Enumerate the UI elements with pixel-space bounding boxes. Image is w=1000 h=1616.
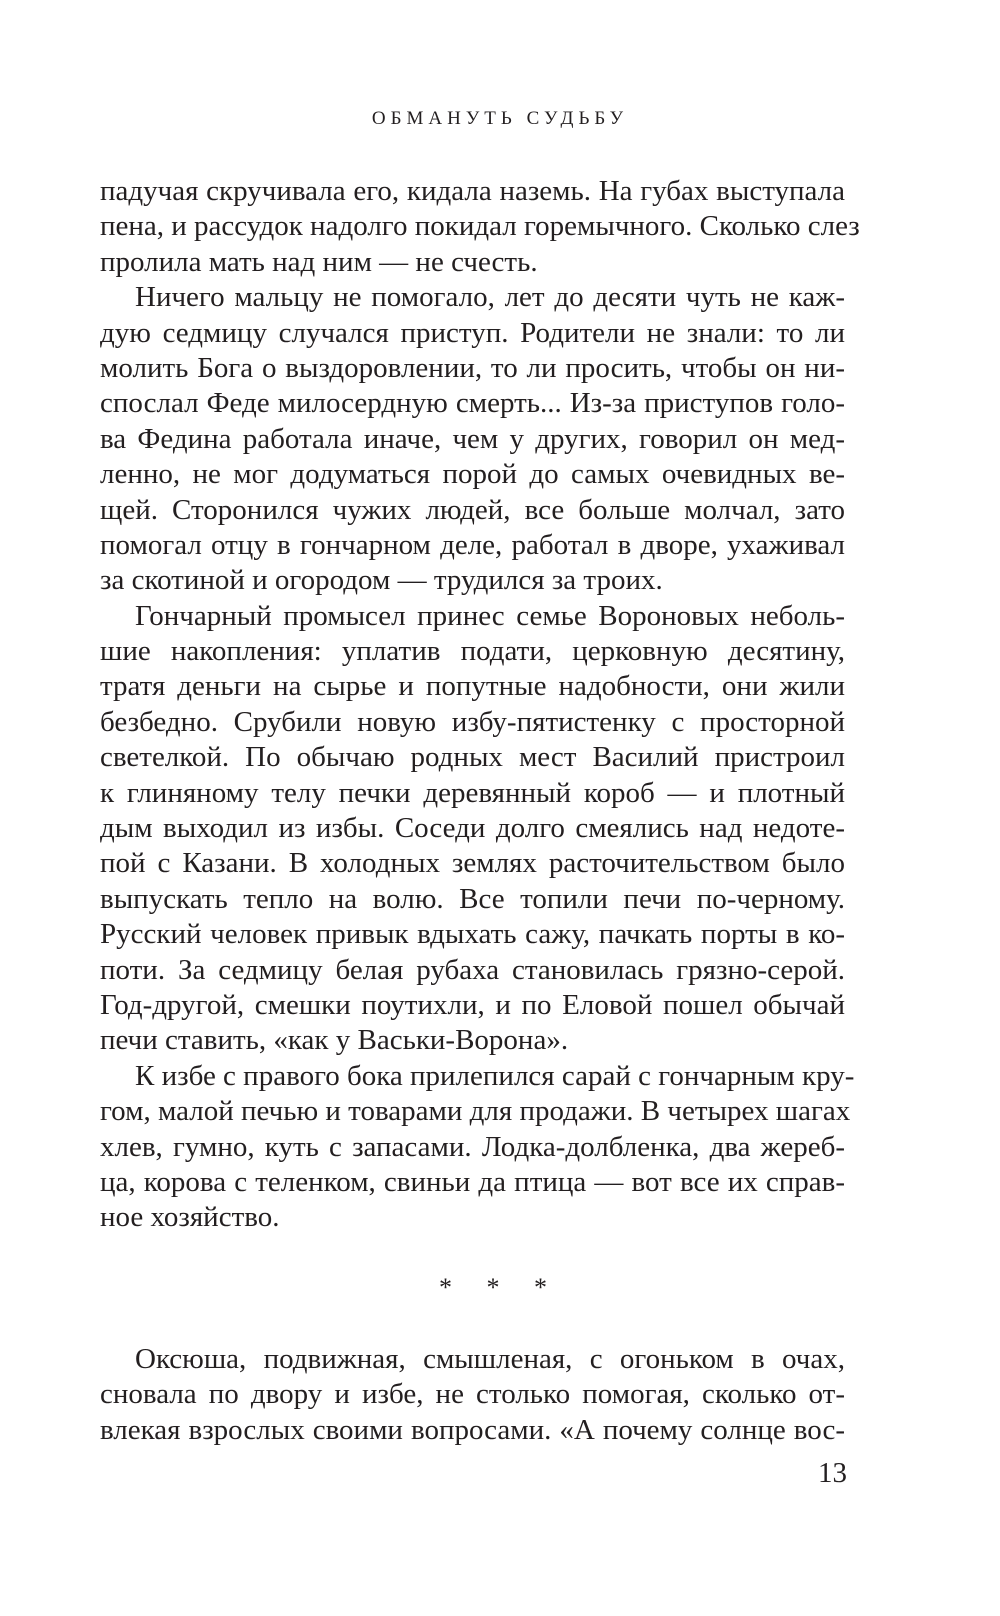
text-line: гом, малой печью и товарами для продажи. В четырех шагах xyxy=(100,1095,851,1128)
text-line: Гончарный промысел принес семье Вороновых неболь- xyxy=(135,599,845,632)
text-line: ленно, не мог додуматься порой до самых очевидных ве- xyxy=(100,458,845,491)
text-line: выпускать тепло на волю. Все топили печи по-черному. xyxy=(100,882,845,915)
text-line: пой с Казани. В холодных землях расточительством было xyxy=(100,847,845,880)
text-line: ца, корова с теленком, свиньи да птица — вот все их справ- xyxy=(100,1165,845,1198)
text-line: Оксюша, подвижная, смышленая, с огоньком в очах, xyxy=(135,1343,845,1375)
text-line: хлев, гумно, куть с запасами. Лодка-долбленка, два жереб- xyxy=(100,1130,845,1163)
text-line: К избе с правого бока прилепился сарай с гончарным кру- xyxy=(135,1059,855,1092)
text-line: поти. За седмицу белая рубаха становилась грязно-серой. xyxy=(100,953,845,986)
main-text-top xyxy=(100,174,860,1236)
text-line: тратя деньги на сырье и попутные надобности, они жили xyxy=(100,670,845,703)
text-line: щей. Сторонился чужих людей, все больше молчал, зато xyxy=(100,493,845,526)
text-line: дую седмицу случался приступ. Родители не знали: то ли xyxy=(100,316,845,349)
text-line: влекая взрослых своими вопросами. «А почему солнце вос- xyxy=(100,1413,845,1446)
text-line: ва Федина работала иначе, чем у других, говорил он мед- xyxy=(100,422,845,455)
section-separator: * * * xyxy=(439,1273,561,1302)
text-line: пена, и рассудок надолго покидал горемычного. Сколько слез xyxy=(100,210,860,243)
text-line: Ничего мальцу не помогало, лет до десяти чуть не каж- xyxy=(135,281,845,314)
text-line: светелкой. По обычаю родных мест Василий пристроил xyxy=(100,741,845,774)
text-line: Год-другой, смешки поутихли, и по Еловой пошел обычай xyxy=(100,988,845,1021)
text-line: ное хозяйство. xyxy=(100,1201,280,1234)
running-title: ОБМАНУТЬ СУДЬБУ xyxy=(371,108,629,129)
text-line: помогал отцу в гончарном деле, работал в дворе, ухаживал xyxy=(100,528,845,561)
text-line: безбедно. Срубили новую избу-пятистенку с просторной xyxy=(100,705,845,738)
text-line: спослал Феде милосердную смерть... Из-за приступов голо- xyxy=(100,387,845,420)
text-line: сновала по двору и избе, не столько помогая, сколько от- xyxy=(100,1378,845,1411)
text-line: молить Бога о выздоровлении, то ли просить, чтобы он ни- xyxy=(100,351,845,384)
text-line: пролила мать над ним — не счесть. xyxy=(100,245,538,278)
text-line: к глиняному телу печки деревянный короб — и плотный xyxy=(100,776,845,809)
text-line: Русский человек привык вдыхать сажу, пачкать порты в ко- xyxy=(100,918,845,951)
text-line: печи ставить, «как у Васьки-Ворона». xyxy=(100,1024,569,1057)
text-line: дым выходил из избы. Соседи долго смеялись над недоте- xyxy=(100,812,845,845)
text-line: падучая скручивала его, кидала наземь. На губах выступала xyxy=(100,175,845,207)
text-line: за скотиной и огородом — трудился за троих. xyxy=(100,564,663,597)
page-number: 13 xyxy=(818,1457,847,1489)
main-text-bottom xyxy=(100,1342,845,1448)
text-line: шие накопления: уплатив подати, церковную десятину, xyxy=(100,635,845,668)
